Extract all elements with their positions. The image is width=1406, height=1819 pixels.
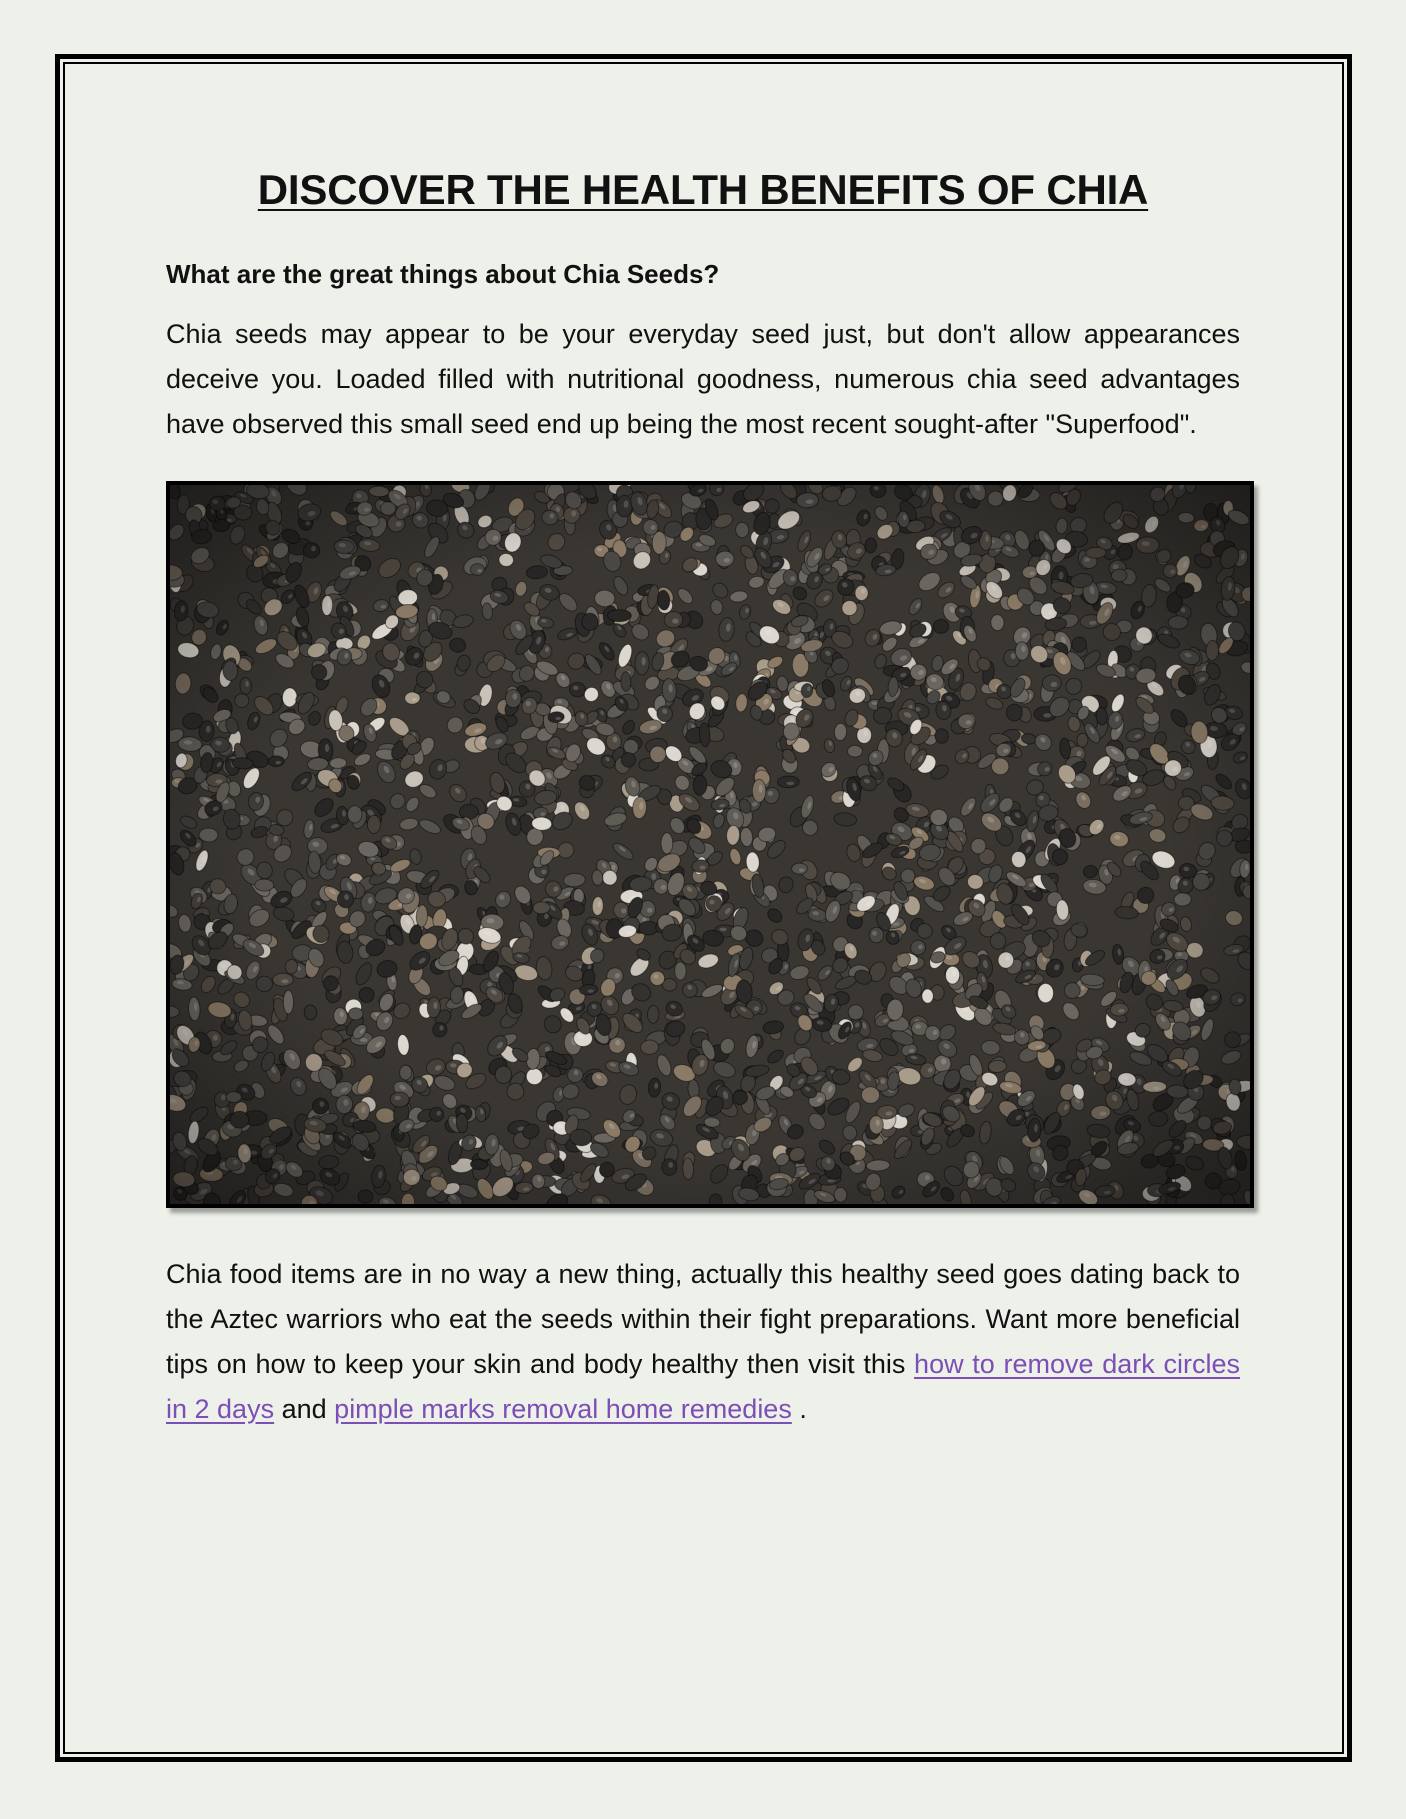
chia-seeds-photo	[166, 481, 1254, 1208]
closing-paragraph-end: .	[799, 1394, 807, 1424]
section-subtitle: What are the great things about Chia Seeds?	[166, 259, 720, 289]
document-content	[166, 160, 1240, 1432]
document-title: DISCOVER THE HEALTH BENEFITS OF CHIA	[257, 166, 1149, 213]
closing-paragraph-text: Chia food items are in no way a new thing, actually this healthy seed goes dating back to the Aztec warriors who eat the seeds within their fight preparations. Want more beneficial tips on how to keep your skin and body healthy then visit this	[166, 1259, 1240, 1379]
closing-paragraph-connector: and	[281, 1394, 327, 1424]
intro-paragraph: Chia seeds may appear to be your everyday seed just, but don't allow appearances deceive you. Loaded filled with nutritional goodness, numerous chia seed advantages have observed this small seed end up being the most recent sought-after "Superfood".	[166, 319, 1240, 439]
closing-paragraph	[166, 1252, 1240, 1432]
chia-seeds-image	[170, 485, 1250, 1204]
pimple-marks-link[interactable]: pimple marks removal home remedies	[334, 1394, 792, 1424]
dark-circles-link[interactable]: how to remove dark circles in 2 days	[166, 1349, 1240, 1424]
